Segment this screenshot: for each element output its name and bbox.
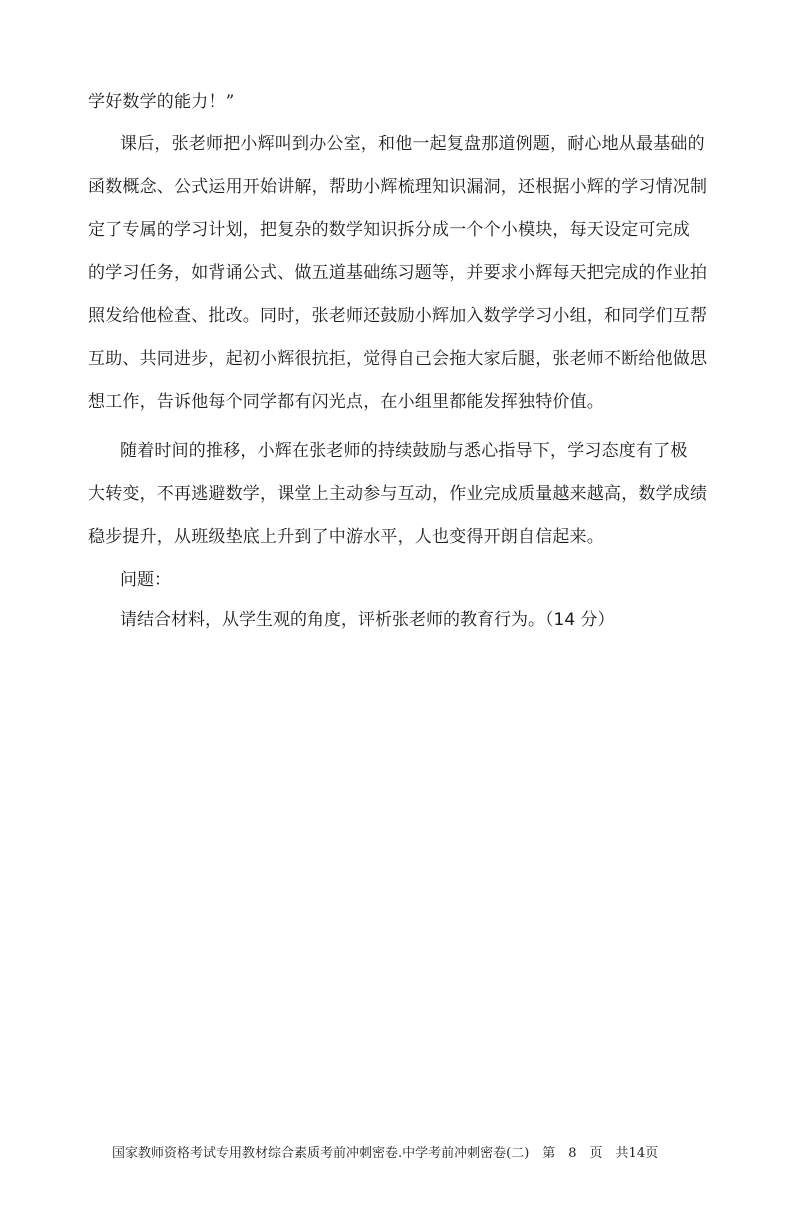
page-footer: 国家教师资格考试专用教材综合素质考前冲刺密卷.中学考前冲刺密卷(二) 第 8 页 共14页 xyxy=(112,1146,659,1161)
text-line: 随着时间的推移，小辉在张老师的持续鼓励与悉心指导下，学习态度有了极 xyxy=(120,441,688,461)
text-line: 学好数学的能力！” xyxy=(88,92,235,112)
text-line: 照发给他检查、批改。同时，张老师还鼓励小辉加入数学学习小组，和同学们互帮 xyxy=(88,306,708,326)
question-label: 问题： xyxy=(120,570,171,590)
text-line: 定了专属的学习计划，把复杂的数学知识拆分成一个个小模块，每天设定可完成 xyxy=(88,220,690,240)
text-line: 课后，张老师把小辉叫到办公室，和他一起复盘那道例题，耐心地从最基础的 xyxy=(120,134,705,154)
text-line: 函数概念、公式运用开始讲解，帮助小辉梳理知识漏洞，还根据小辉的学习情况制 xyxy=(88,177,708,197)
text-line: 想工作，告诉他每个同学都有闪光点，在小组里都能发挥独特价值。 xyxy=(88,392,604,412)
text-line: 的学习任务，如背诵公式、做五道基础练习题等，并要求小辉每天把完成的作业拍 xyxy=(88,263,708,283)
text-line: 大转变，不再逃避数学，课堂上主动参与互动，作业完成质量越来越高，数学成绩 xyxy=(88,484,708,504)
question-text: 请结合材料，从学生观的角度，评析张老师的教育行为。（14 分） xyxy=(120,610,615,630)
text-line: 稳步提升，从班级垫底上升到了中游水平，人也变得开朗自信起来。 xyxy=(88,527,604,547)
text-line: 互助、共同进步，起初小辉很抗拒，觉得自己会拖大家后腿，张老师不断给他做思 xyxy=(88,349,708,369)
